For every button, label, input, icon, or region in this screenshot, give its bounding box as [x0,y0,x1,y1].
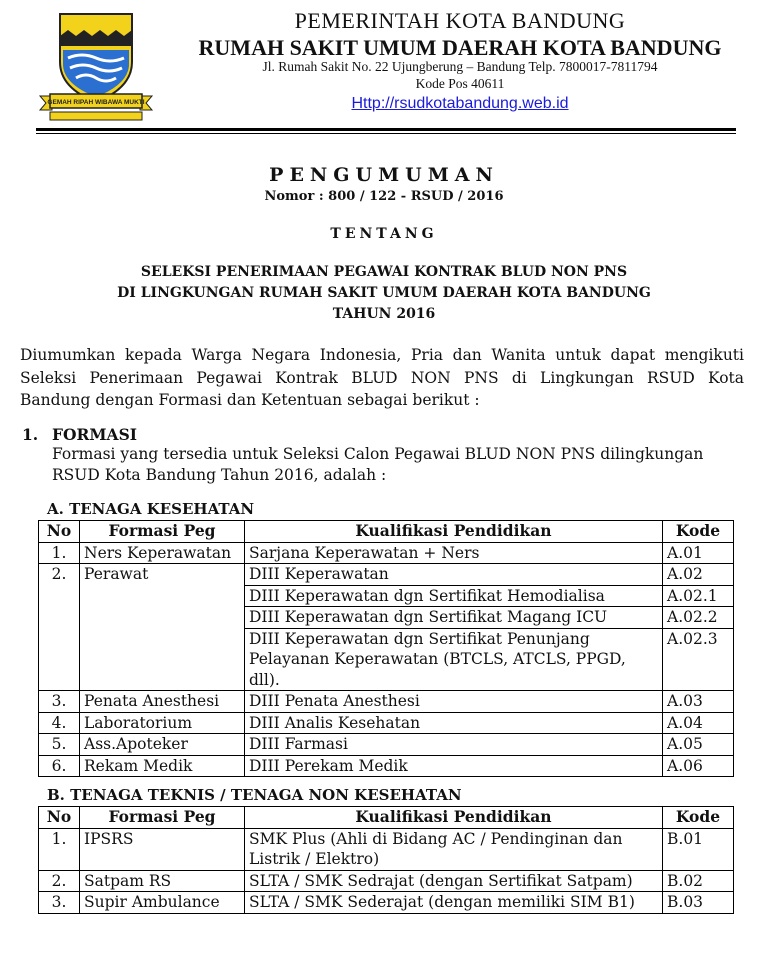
header-kode: Kode [663,521,734,543]
hospital-address: Jl. Rumah Sakit No. 22 Ujungberung – Bandung Telp. 7800017-7811794 [262,59,658,74]
postal-code: Kode Pos 40611 [415,76,505,91]
city-logo [38,10,154,126]
section-number: 1. [22,425,39,444]
cell-no: 2. [39,564,80,691]
cell-kualifikasi: SLTA / SMK Sederajat (dengan memiliki SIM B1) [245,892,663,914]
cell-kualifikasi: Sarjana Keperawatan + Ners [245,542,663,564]
cell-kualifikasi: SLTA / SMK Sedrajat (dengan Sertifikat Satpam) [245,870,663,892]
cell-no: 2. [39,870,80,892]
table-row [39,870,734,892]
cell-kualifikasi: DIII Perekam Medik [245,755,663,777]
table-row [39,892,734,914]
table-row [39,755,734,777]
cell-kode: A.01 [663,542,734,564]
header-formasi: Formasi Peg [80,521,245,543]
section-text [52,444,742,486]
intro-line: Diumumkan kepada Warga Negara Indonesia, Pria dan Wanita untuk dapat mengikuti [20,346,744,364]
cell-formasi: Rekam Medik [80,755,245,777]
cell-no: 3. [39,691,80,713]
announcement-about: TENTANG [330,226,438,242]
table-row [39,828,734,870]
cell-no: 4. [39,712,80,734]
announcement-title: PENGUMUMAN [269,164,499,186]
cell-kode: A.04 [663,712,734,734]
table-a-heading: A. TENAGA KESEHATAN [47,500,255,518]
cell-kode: A.06 [663,755,734,777]
cell-no: 1. [39,542,80,564]
cell-kode: A.02.2 [663,607,734,629]
section-title: FORMASI [52,425,138,444]
cell-kualifikasi: DIII Keperawatan dgn Sertifikat Hemodialisa [245,585,663,607]
cell-formasi: Ners Keperawatan [80,542,245,564]
section-text-line: RSUD Kota Bandung Tahun 2016, adalah : [52,466,387,484]
cell-formasi: Ass.Apoteker [80,734,245,756]
subject-line: DI LINGKUNGAN RUMAH SAKIT UMUM DAERAH KOTA BANDUNG [117,285,651,301]
cell-kode: A.02.3 [663,628,734,691]
cell-formasi: IPSRS [80,828,245,870]
header-kualifikasi: Kualifikasi Pendidikan [245,807,663,829]
cell-formasi: Supir Ambulance [80,892,245,914]
subject-line: TAHUN 2016 [332,306,436,322]
table-row [39,734,734,756]
website-link[interactable]: Http://rsudkotabandung.web.id [351,95,569,112]
logo-motto: GEMAH RIPAH WIBAWA MUKTI [47,99,145,106]
table-row [39,564,734,586]
cell-kode: A.02.1 [663,585,734,607]
cell-kualifikasi: DIII Analis Kesehatan [245,712,663,734]
government-name: PEMERINTAH KOTA BANDUNG [294,8,626,33]
cell-kode: A.03 [663,691,734,713]
header-kode: Kode [663,807,734,829]
announcement-number: Nomor : 800 / 122 - RSUD / 2016 [264,189,504,204]
section-text-line: Formasi yang tersedia untuk Seleksi Calon Pegawai BLUD NON PNS dilingkungan [52,445,704,463]
table-row [39,691,734,713]
cell-kualifikasi: SMK Plus (Ahli di Bidang AC / Pendinginan dan Listrik / Elektro) [245,828,663,870]
intro-line: Seleksi Penerimaan Pegawai Kontrak BLUD NON PNS di Lingkungan RSUD Kota [20,368,744,387]
table-b-heading: B. TENAGA TEKNIS / TENAGA NON KESEHATAN [47,786,462,804]
subject-line: SELEKSI PENERIMAAN PEGAWAI KONTRAK BLUD NON PNS [140,264,628,280]
table-row [39,712,734,734]
cell-no: 3. [39,892,80,914]
cell-formasi: Satpam RS [80,870,245,892]
cell-kode: B.01 [663,828,734,870]
cell-kualifikasi: DIII Keperawatan dgn Sertifikat Magang ICU [245,607,663,629]
cell-formasi: Penata Anesthesi [80,691,245,713]
letterhead-rule-thick [36,128,736,131]
cell-no: 5. [39,734,80,756]
table-header-row [39,807,734,829]
table-row [39,542,734,564]
letterhead-rule-thin [36,133,736,134]
table-tenaga-kesehatan [38,520,734,777]
cell-formasi: Perawat [80,564,245,691]
header-no: No [39,807,80,829]
header-no: No [39,521,80,543]
cell-kode: B.03 [663,892,734,914]
cell-kualifikasi: DIII Farmasi [245,734,663,756]
cell-kualifikasi: DIII Penata Anesthesi [245,691,663,713]
cell-kualifikasi: DIII Keperawatan dgn Sertifikat Penunjang Pelayanan Keperawatan (BTCLS, ATCLS, PPGD, dll). [245,628,663,691]
website-link-wrapper [175,95,745,113]
header-kualifikasi: Kualifikasi Pendidikan [245,521,663,543]
cell-formasi: Laboratorium [80,712,245,734]
intro-paragraph [20,344,744,412]
header-formasi: Formasi Peg [80,807,245,829]
cell-kualifikasi: DIII Keperawatan [245,564,663,586]
cell-kode: A.02 [663,564,734,586]
hospital-name: RUMAH SAKIT UMUM DAERAH KOTA BANDUNG [198,35,722,60]
cell-no: 6. [39,755,80,777]
intro-line: Bandung dengan Formasi dan Ketentuan sebagai berikut : [20,391,480,409]
table-header-row [39,521,734,543]
table-tenaga-teknis [38,806,734,914]
cell-no: 1. [39,828,80,870]
cell-kode: A.05 [663,734,734,756]
cell-kode: B.02 [663,870,734,892]
